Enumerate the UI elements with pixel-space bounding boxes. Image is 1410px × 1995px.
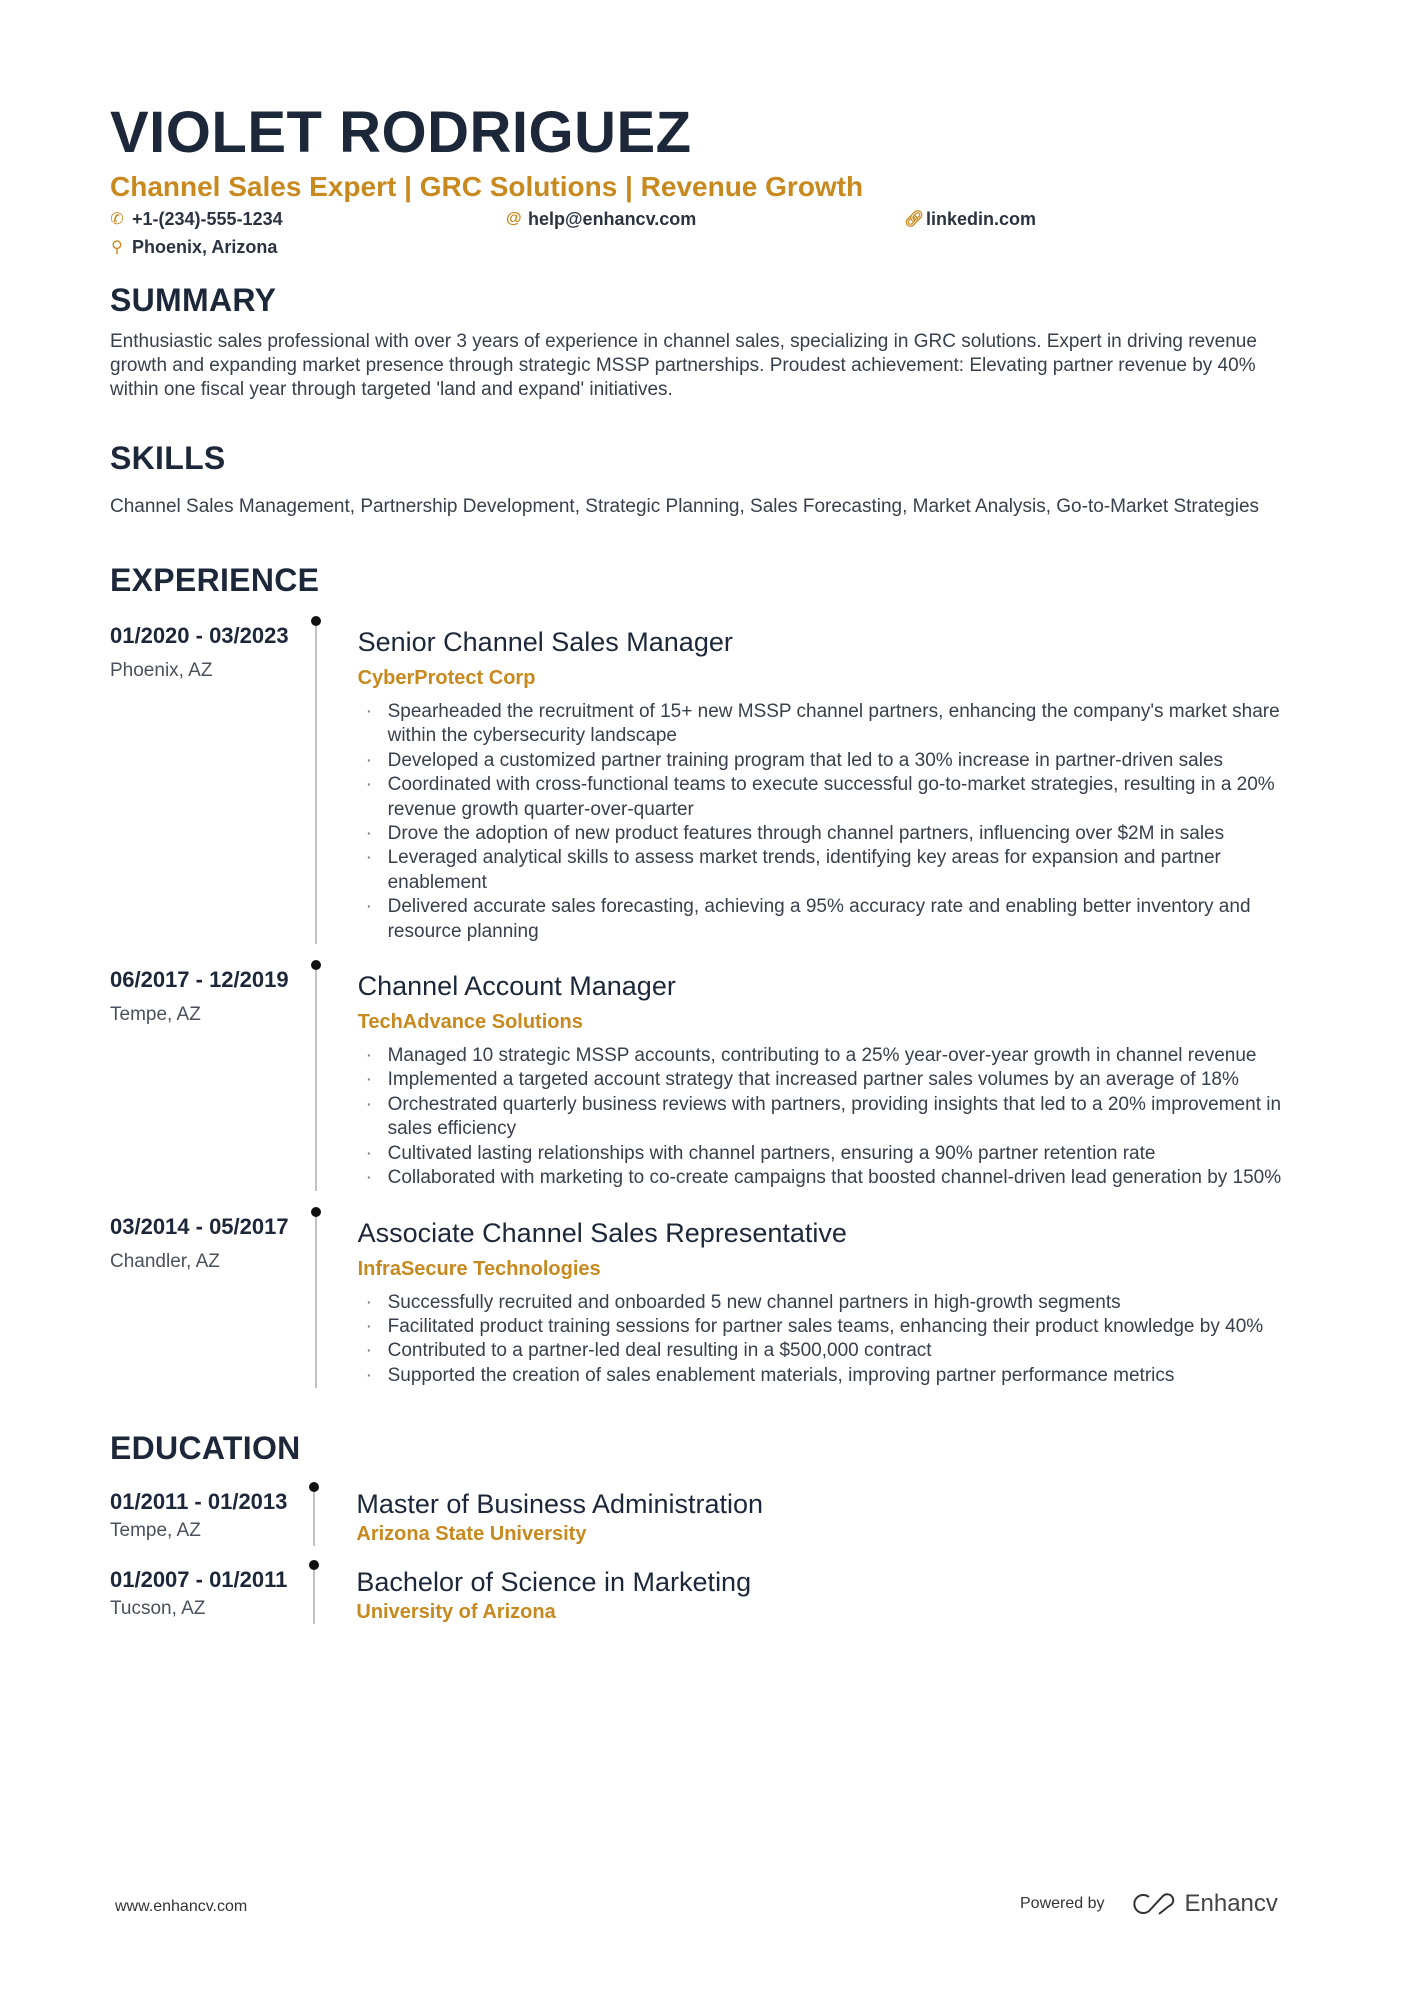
education-entry <box>110 1566 1300 1624</box>
summary-text: Enthusiastic sales professional with over 3 years of experience in channel sales, specializing in GRC solutions. Expert in driving revenue growth and expanding market presence through strategic MSSP partnerships. Proudest achievement: Elevating partner revenue by 40% within one fiscal year through targeted 'land and expand' initiatives. <box>110 331 1257 400</box>
linkedin[interactable] <box>904 208 1204 230</box>
bullet: · Supported the creation of sales enablement materials, improving partner performance metrics <box>358 1364 1300 1388</box>
job-location: Chandler, AZ <box>110 1250 220 1272</box>
location <box>110 236 506 258</box>
footer-branding <box>1020 1890 1278 1918</box>
job-entry <box>110 1213 1300 1389</box>
job-title: Associate Channel Sales Representative <box>357 1217 847 1248</box>
skills-heading: SKILLS <box>110 440 226 476</box>
bullet: · Delivered accurate sales forecasting, achieving a 95% accuracy rate and enabling better inventory and resource planning <box>358 895 1300 944</box>
edu-location: Tucson, AZ <box>110 1598 206 1620</box>
job-location: Phoenix, AZ <box>110 660 213 681</box>
summary-heading: SUMMARY <box>110 282 277 318</box>
email-text[interactable]: help@enhancv.com <box>528 208 697 229</box>
bullet: · Orchestrated quarterly business reviews with partners, providing insights that led to a 20% improvement in sales efficiency <box>358 1093 1300 1142</box>
school: University of Arizona <box>356 1601 556 1624</box>
education-entry <box>110 1488 1300 1546</box>
degree: Bachelor of Science in Marketing <box>356 1567 752 1598</box>
timeline-line <box>313 1488 315 1546</box>
job-location: Tempe, AZ <box>110 1004 201 1026</box>
job-title: Channel Account Manager <box>357 971 676 1002</box>
timeline-line <box>313 1566 315 1624</box>
edu-dates: 01/2007 - 01/2011 <box>110 1567 288 1593</box>
bullet: · Successfully recruited and onboarded 5 new channel partners in high-growth segments <box>358 1291 1300 1315</box>
candidate-name: VIOLET RODRIGUEZ <box>110 100 692 165</box>
bullet: · Drove the adoption of new product features through channel partners, influencing over $2M in sales <box>358 822 1300 846</box>
timeline-line <box>315 1213 317 1389</box>
education-heading: EDUCATION <box>110 1430 301 1467</box>
location-text: Phoenix, Arizona <box>132 236 278 257</box>
company-name: InfraSecure Technologies <box>357 1257 601 1280</box>
at-icon: @ <box>506 210 522 227</box>
company-name: TechAdvance Solutions <box>357 1011 583 1034</box>
enhancv-logo-icon <box>1129 1892 1175 1916</box>
company-name: CyberProtect Corp <box>357 667 536 689</box>
footer-website[interactable]: www.enhancv.com <box>115 1898 248 1915</box>
timeline-line <box>315 966 317 1190</box>
bullet: · Contributed to a partner-led deal resulting in a $500,000 contract <box>358 1339 1300 1363</box>
skills-text: Channel Sales Management, Partnership Development, Strategic Planning, Sales Forecasting, Market Analysis, Go-to-Market Strategies <box>110 496 1260 517</box>
job-entry <box>110 966 1300 1190</box>
powered-by: Powered by <box>1020 1895 1105 1912</box>
job-bullets <box>358 700 1300 944</box>
experience-list <box>110 622 1300 1388</box>
map-pin-icon: ⚲ <box>111 239 123 256</box>
bullet: · Managed 10 strategic MSSP accounts, contributing to a 25% year-over-year growth in channel revenue <box>358 1044 1300 1068</box>
timeline-line <box>315 622 317 944</box>
bullet: · Developed a customized partner training program that led to a 30% increase in partner-driven sales <box>358 749 1300 773</box>
edu-location: Tempe, AZ <box>110 1520 201 1542</box>
job-dates: 03/2014 - 05/2017 <box>110 1213 289 1239</box>
bullet: · Facilitated product training sessions for partner sales teams, enhancing their product knowledge by 40% <box>358 1315 1300 1339</box>
school: Arizona State University <box>356 1523 587 1546</box>
bullet: · Leveraged analytical skills to assess market trends, identifying key areas for expansion and partner enablement <box>358 846 1300 895</box>
bullet: · Collaborated with marketing to co-create campaigns that boosted channel-driven lead generation by 150% <box>358 1166 1300 1190</box>
degree: Master of Business Administration <box>356 1489 764 1520</box>
email[interactable] <box>506 208 904 230</box>
job-bullets <box>358 1044 1300 1190</box>
bullet: · Coordinated with cross-functional teams to execute successful go-to-market strategies, resulting in a 20% revenue growth quarter-over-quarter <box>358 773 1300 822</box>
link-icon: 🔗︎ <box>904 211 925 228</box>
job-bullets <box>358 1291 1300 1389</box>
education-list <box>110 1488 1300 1624</box>
phone-icon: ✆ <box>110 211 124 228</box>
linkedin-text[interactable]: linkedin.com <box>926 208 1037 229</box>
job-dates: 01/2020 - 03/2023 <box>110 623 289 648</box>
bullet: · Implemented a targeted account strategy that increased partner sales volumes by an average of 18% <box>358 1068 1300 1092</box>
job-title: Senior Channel Sales Manager <box>357 627 733 657</box>
phone-text: +1-(234)-555-1234 <box>132 208 283 229</box>
job-dates: 06/2017 - 12/2019 <box>110 967 289 993</box>
phone <box>110 208 506 230</box>
resume <box>110 100 1300 1624</box>
brand-logo <box>1129 1890 1278 1918</box>
bullet: · Cultivated lasting relationships with channel partners, ensuring a 90% partner retention rate <box>358 1142 1300 1166</box>
job-entry <box>110 622 1300 944</box>
brand-name: Enhancv <box>1184 1890 1278 1917</box>
headline: Channel Sales Expert | GRC Solutions | Revenue Growth <box>110 171 864 202</box>
edu-dates: 01/2011 - 01/2013 <box>110 1489 288 1515</box>
bullet: · Spearheaded the recruitment of 15+ new MSSP channel partners, enhancing the company's market share within the cybersecurity landscape <box>358 700 1300 749</box>
experience-heading: EXPERIENCE <box>110 562 320 598</box>
contact-info <box>110 208 1300 258</box>
